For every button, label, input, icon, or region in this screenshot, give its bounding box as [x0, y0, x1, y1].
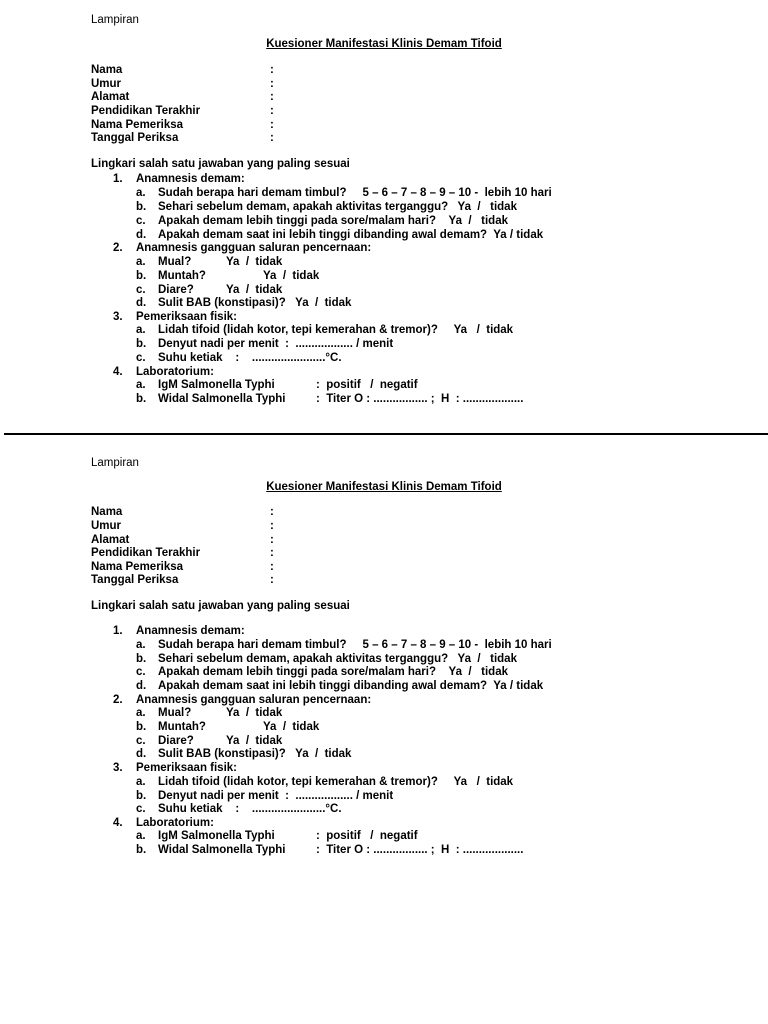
attachment-label: Lampiran [91, 457, 139, 469]
instruction-text: Lingkari salah satu jawaban yang paling sesuai [91, 600, 350, 612]
form-title: Kuesioner Manifestasi Klinis Demam Tifoid [266, 481, 502, 493]
page-divider [4, 433, 768, 435]
attachment-label: Lampiran [91, 14, 139, 26]
instruction-text: Lingkari salah satu jawaban yang paling sesuai [91, 158, 350, 170]
form-title: Kuesioner Manifestasi Klinis Demam Tifoid [266, 38, 502, 50]
